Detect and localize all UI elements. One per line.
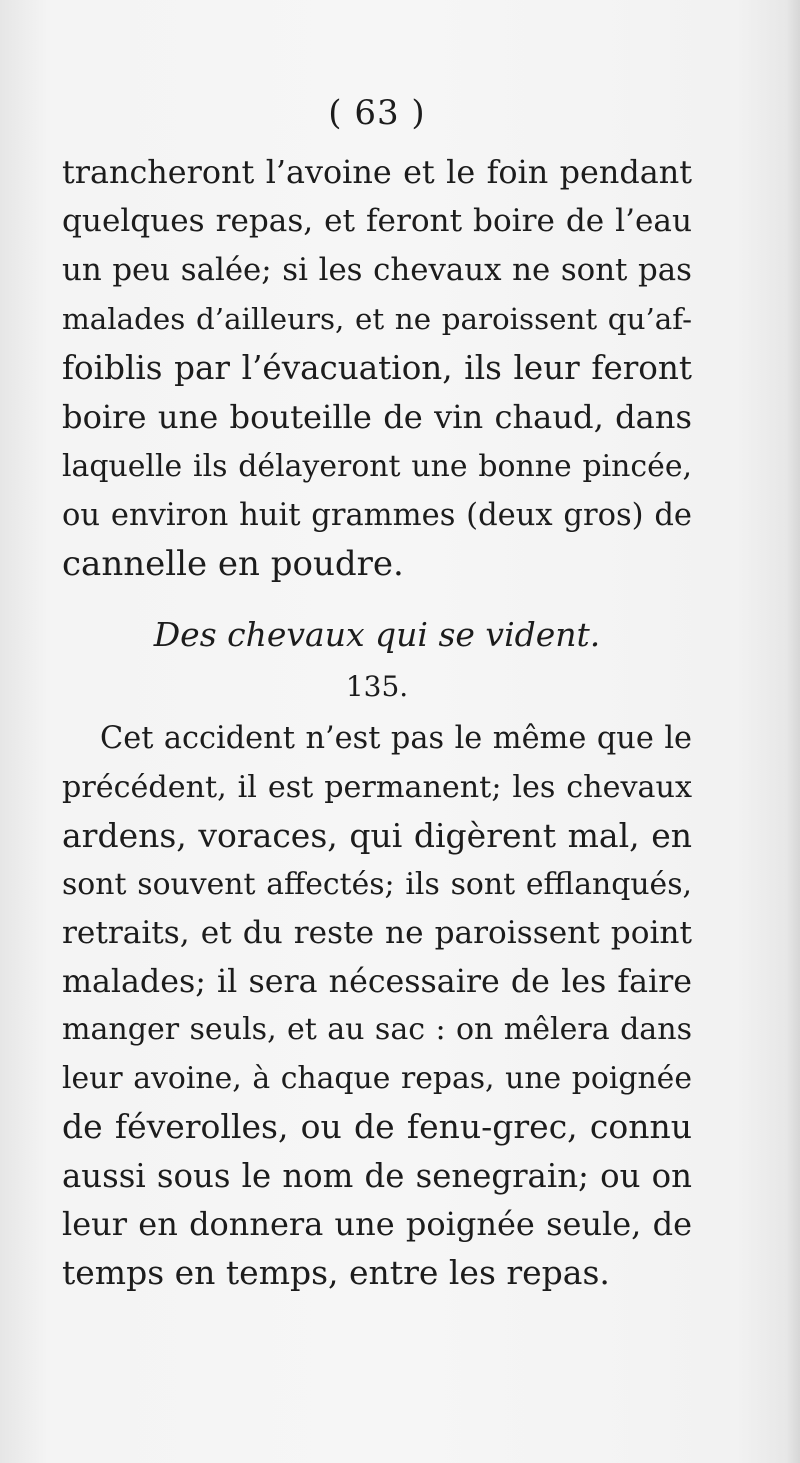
section-heading: Des chevaux qui se vident. [153,615,601,654]
text-line: manger seuls, et au sac : on mêlera dans [62,1012,692,1047]
page-number: ( 63 ) [328,93,426,133]
text-line: malades d’ailleurs, et ne paroissent qu’af- [62,302,692,336]
section-number: 135. [345,670,409,703]
text-line: retraits, et du reste ne paroissent point [62,915,692,951]
text-line: malades; il sera nécessaire de les faire [62,963,692,1000]
paragraph-section-135 [62,715,692,1297]
text-line: foiblis par l’évacuation, ils leur feront [62,349,692,387]
text-line: trancheront l’avoine et le foin pendant [62,153,692,191]
text-line: leur avoine, à chaque repas, une poignée [62,1060,692,1096]
paragraph-continued [62,148,692,589]
page-edge-shadow [786,0,800,1463]
text-line: leur en donnera une poignée seule, de [62,1205,692,1243]
text-line: ou environ huit grammes (deux gros) de [62,498,692,533]
text-line: quelques repas, et feront boire de l’eau [62,203,692,239]
text-line: un peu salée; si les chevaux ne sont pas [62,252,692,288]
text-line: Cet accident n’est pas le même que le [100,721,692,756]
text-line: aussi sous le nom de senegrain; ou on [62,1156,692,1195]
text-line: sont souvent affectés; ils sont efflanqués, [62,866,692,902]
text-line: cannelle en poudre. [62,544,404,584]
text-line: laquelle ils délayeront une bonne pincée, [62,449,692,484]
text-line: de féverolles, ou de fenu-grec, connu [62,1107,692,1146]
text-line: boire une bouteille de vin chaud, dans [62,398,692,436]
text-line: temps en temps, entre les repas. [62,1252,610,1292]
text-line: ardens, voraces, qui digèrent mal, en [62,816,692,855]
page-text [62,88,692,1297]
text-line: précédent, il est permanent; les chevaux [62,769,692,805]
